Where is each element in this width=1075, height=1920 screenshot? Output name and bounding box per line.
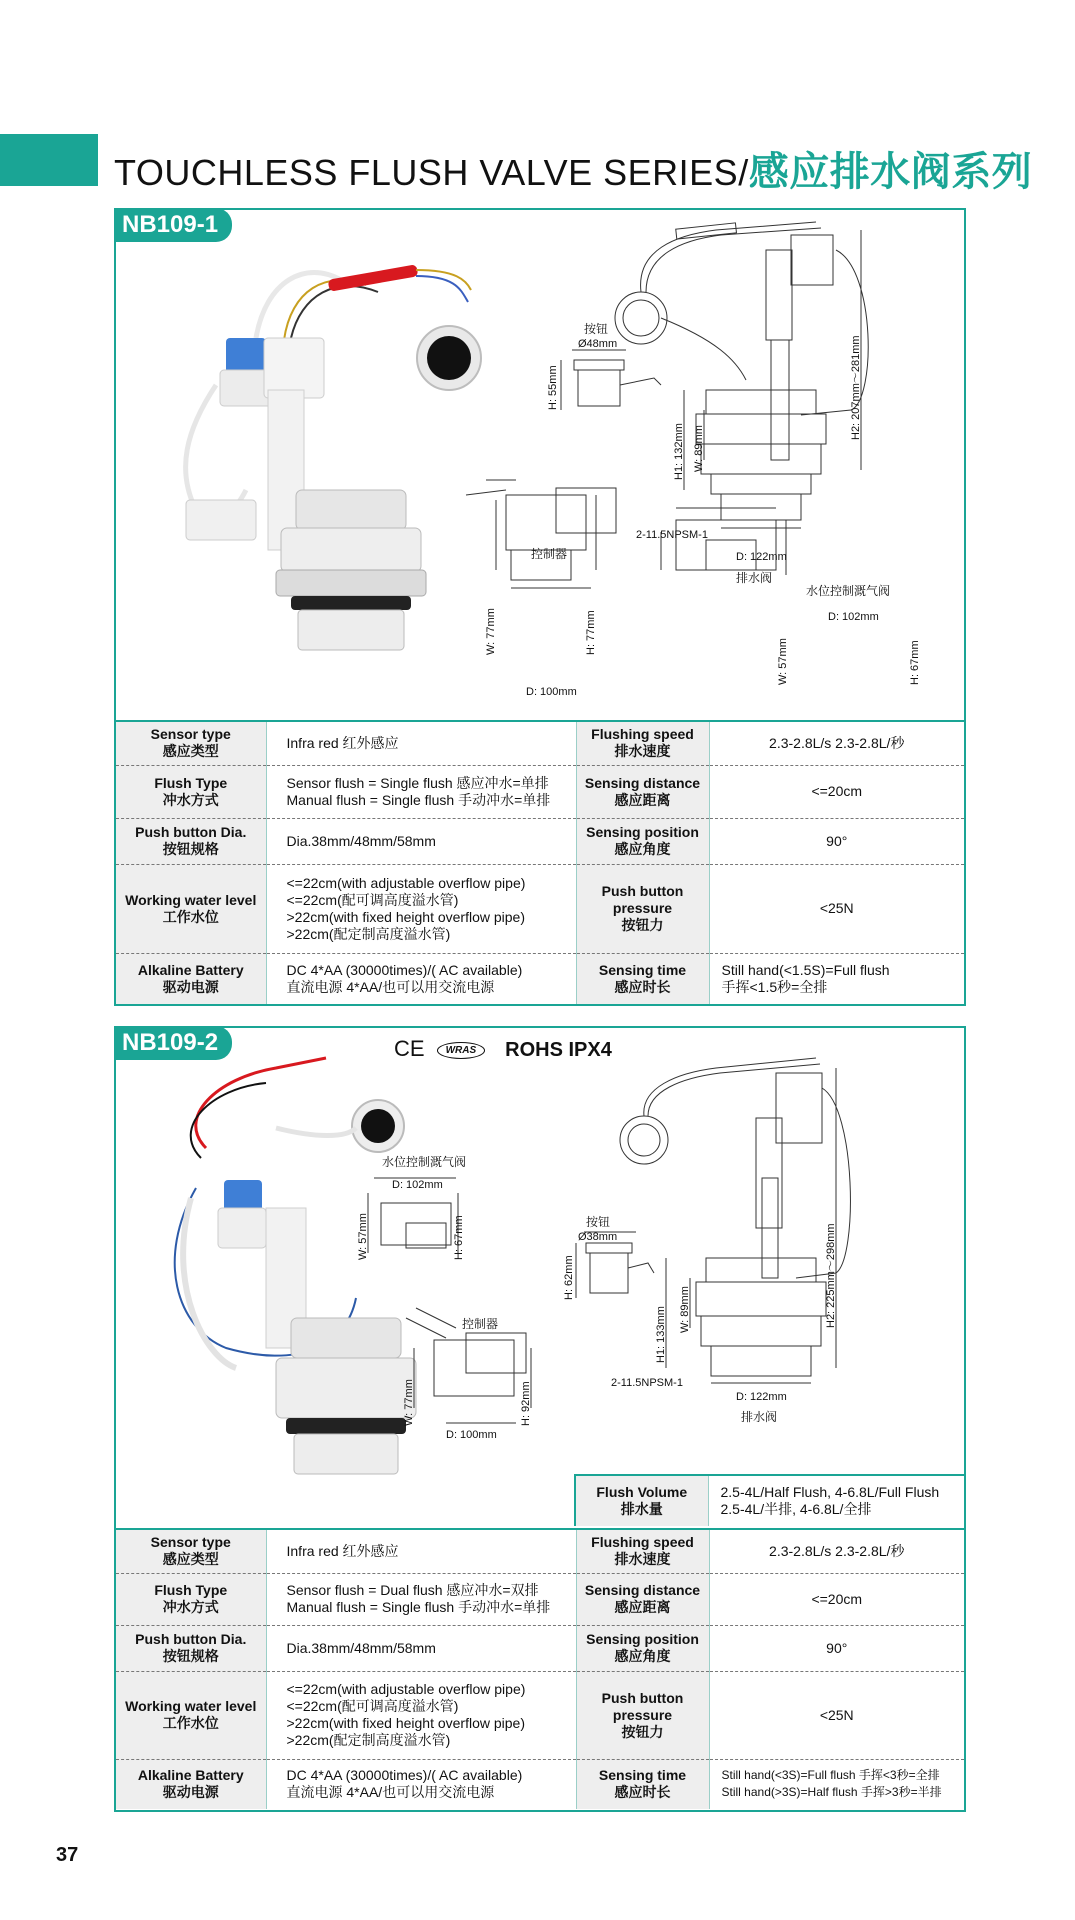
spec-value bbox=[266, 721, 576, 765]
spec-table-2 bbox=[116, 1528, 964, 1809]
spec-label bbox=[116, 1759, 266, 1809]
spec-label bbox=[576, 721, 709, 765]
label-ov-d: D: 102mm bbox=[392, 1179, 443, 1191]
spec-value bbox=[266, 818, 576, 864]
spec-label-text: 感应类型 bbox=[162, 1551, 219, 1568]
label-valve-zh: 排水阀 bbox=[741, 1410, 778, 1424]
spec-label-text: Alkaline Battery bbox=[137, 1767, 244, 1784]
spec-label bbox=[576, 1625, 709, 1671]
spec-value-text: 手挥<1.5秒=全排 bbox=[721, 978, 828, 995]
spec-row bbox=[116, 953, 964, 1004]
spec-value bbox=[709, 865, 964, 954]
spec-value bbox=[266, 865, 576, 954]
label-button-h: H: 62mm bbox=[563, 1255, 575, 1300]
spec-value-text: Infra red 红外感应 bbox=[286, 1542, 399, 1559]
spec-label bbox=[576, 1759, 709, 1809]
spec-value bbox=[709, 721, 964, 765]
spec-value bbox=[709, 765, 964, 818]
spec-label-text: 感应角度 bbox=[614, 841, 671, 858]
label-button-zh: 按钮 bbox=[586, 1215, 611, 1229]
header-accent-bar bbox=[0, 134, 98, 186]
spec-value-text: Dia.38mm/48mm/58mm bbox=[286, 832, 436, 849]
label-overflow-zh: 水位控制溉气阀 bbox=[806, 584, 891, 598]
spec-row bbox=[116, 1529, 964, 1573]
label-ov-h: H: 67mm bbox=[909, 640, 921, 685]
spec-label-text: 按钮规格 bbox=[162, 1648, 219, 1664]
spec-label-text: Flush Type bbox=[154, 1582, 228, 1598]
spec-label-text: 排水速度 bbox=[614, 1551, 671, 1568]
label-valve-zh: 排水阀 bbox=[736, 571, 773, 585]
spec-label bbox=[116, 865, 266, 954]
spec-label-text: 冲水方式 bbox=[162, 1599, 219, 1615]
flush-volume-label-zh: 排水量 bbox=[620, 1501, 663, 1517]
label-ctrl-d: D: 100mm bbox=[526, 686, 577, 698]
label-w: W: 89mm bbox=[679, 1286, 691, 1333]
spec-value-text: 90° bbox=[826, 1639, 848, 1656]
label-button-dia: Ø48mm bbox=[578, 338, 618, 350]
flush-volume-value-line: 2.5-4L/半排, 4-6.8L/全排 bbox=[720, 1501, 872, 1517]
spec-value-text: DC 4*AA (30000times)/( AC available) bbox=[286, 1767, 523, 1784]
spec-label-text: 冲水方式 bbox=[162, 791, 219, 808]
spec-value bbox=[709, 953, 964, 1004]
label-d-valve: D: 122mm bbox=[736, 551, 787, 563]
spec-label bbox=[576, 765, 709, 818]
spec-label-text: Push button pressure bbox=[601, 883, 684, 917]
spec-value bbox=[709, 1759, 964, 1809]
spec-label-text: Alkaline Battery bbox=[137, 961, 244, 978]
spec-row bbox=[116, 765, 964, 818]
spec-value bbox=[709, 1625, 964, 1671]
spec-label bbox=[116, 1671, 266, 1759]
spec-value-text: Infra red 红外感应 bbox=[286, 734, 399, 751]
spec-value bbox=[266, 1759, 576, 1809]
spec-label bbox=[576, 865, 709, 954]
label-ov-w: W: 57mm bbox=[777, 638, 789, 685]
product-diagram bbox=[116, 210, 964, 720]
spec-label bbox=[116, 1625, 266, 1671]
spec-label bbox=[116, 765, 266, 818]
spec-label-text: Flushing speed bbox=[591, 726, 694, 743]
spec-value-text: 直流电源 4*AA/也可以用交流电源 bbox=[286, 1784, 495, 1801]
spec-row bbox=[116, 1573, 964, 1625]
label-ov-d: D: 102mm bbox=[828, 611, 879, 623]
product-photo bbox=[186, 264, 481, 650]
spec-value bbox=[709, 818, 964, 864]
label-button-dia: Ø38mm bbox=[578, 1231, 618, 1243]
page-number: 37 bbox=[56, 1844, 79, 1866]
label-ctrl-h: H: 77mm bbox=[585, 610, 597, 655]
label-thread: 2-11.5NPSM-1 bbox=[636, 529, 708, 541]
spec-label bbox=[576, 818, 709, 864]
spec-label bbox=[116, 1573, 266, 1625]
product-photo bbox=[175, 1058, 416, 1474]
flush-volume-label-en: Flush Volume bbox=[596, 1484, 688, 1500]
ce-mark: CE bbox=[394, 1036, 425, 1061]
flush-volume-label bbox=[575, 1475, 708, 1526]
spec-row bbox=[116, 1759, 964, 1809]
spec-label-text: Sensor type bbox=[150, 726, 231, 743]
flush-volume-value bbox=[708, 1475, 965, 1526]
spec-value bbox=[709, 1573, 964, 1625]
label-w: W: 89mm bbox=[693, 425, 705, 472]
product-diagram bbox=[116, 1028, 964, 1528]
spec-label-text: Flushing speed bbox=[591, 1534, 694, 1551]
spec-value bbox=[709, 1529, 964, 1573]
page-title bbox=[114, 140, 1032, 197]
spec-value-text: <=22cm(with adjustable overflow pipe) bbox=[286, 874, 526, 891]
spec-label-text: Push button Dia. bbox=[135, 1631, 247, 1647]
spec-table-1 bbox=[116, 720, 964, 1004]
spec-value-text: <=22cm(配可调高度溢水管) bbox=[286, 891, 459, 908]
spec-label-text: Working water level bbox=[125, 891, 257, 908]
label-h1: H1: 133mm bbox=[655, 1306, 667, 1363]
label-h1: H1: 132mm bbox=[673, 423, 685, 480]
spec-label bbox=[576, 1529, 709, 1573]
spec-value-text: Manual flush = Single flush 手动冲水=单排 bbox=[286, 1599, 551, 1615]
spec-label-text: Sensing time bbox=[598, 1767, 687, 1784]
spec-label-text: Sensing position bbox=[586, 1631, 699, 1647]
flush-volume-value-line: 2.5-4L/Half Flush, 4-6.8L/Full Flush bbox=[720, 1484, 940, 1500]
label-button-zh: 按钮 bbox=[584, 322, 609, 336]
product-section-nb109-2 bbox=[114, 1026, 966, 1812]
flush-volume-row bbox=[574, 1474, 966, 1526]
spec-value-text: DC 4*AA (30000times)/( AC available) bbox=[286, 961, 523, 978]
spec-value-text: 2.3-2.8L/s 2.3-2.8L/秒 bbox=[769, 1542, 905, 1559]
spec-label-text: Sensor type bbox=[150, 1534, 231, 1551]
spec-label bbox=[576, 1573, 709, 1625]
spec-label-text: 排水速度 bbox=[614, 743, 671, 760]
spec-value bbox=[709, 1671, 964, 1759]
dimension-labels bbox=[357, 1154, 837, 1441]
spec-row bbox=[116, 1625, 964, 1671]
spec-value-text: Still hand(<3S)=Full flush 手挥<3秒=全排 bbox=[721, 1768, 940, 1783]
spec-value bbox=[266, 1573, 576, 1625]
spec-value-text: <=20cm bbox=[811, 783, 863, 800]
spec-value-text: Still hand(>3S)=Half flush 手挥>3秒=半排 bbox=[721, 1785, 942, 1800]
spec-label-text: 感应类型 bbox=[162, 743, 219, 760]
spec-label-text: 按钮力 bbox=[621, 1723, 664, 1740]
spec-row bbox=[116, 721, 964, 765]
spec-label-text: 工作水位 bbox=[162, 908, 219, 925]
dimension-labels bbox=[485, 321, 921, 698]
spec-value-text: >22cm(配定制高度溢水管) bbox=[286, 925, 451, 942]
spec-value-text: >22cm(with fixed height overflow pipe) bbox=[286, 908, 526, 925]
label-h2: H2: 207mm～281mm bbox=[850, 335, 862, 440]
spec-value-text: 直流电源 4*AA/也可以用交流电源 bbox=[286, 978, 495, 995]
spec-value bbox=[266, 1625, 576, 1671]
spec-value-text: Still hand(<1.5S)=Full flush bbox=[721, 961, 890, 978]
spec-label-text: 按钮力 bbox=[621, 917, 664, 934]
spec-row bbox=[116, 818, 964, 864]
page-title-zh: 感应排水阀系列 bbox=[748, 150, 1033, 194]
spec-label-text: 驱动电源 bbox=[162, 1784, 219, 1801]
spec-value-text: <25N bbox=[819, 900, 854, 917]
label-ctrl-w: W: 77mm bbox=[485, 608, 497, 655]
spec-value-text: Sensor flush = Single flush 感应冲水=单排 bbox=[286, 774, 549, 791]
spec-label-text: Push button Dia. bbox=[135, 824, 247, 841]
spec-value-text: Manual flush = Single flush 手动冲水=单排 bbox=[286, 791, 551, 808]
page-title-en: TOUCHLESS FLUSH VALVE SERIES/ bbox=[114, 152, 749, 193]
spec-label-text: 感应距离 bbox=[614, 1599, 671, 1615]
spec-label-text: 按钮规格 bbox=[162, 841, 219, 858]
spec-value-text: >22cm(配定制高度溢水管) bbox=[286, 1732, 451, 1748]
spec-value bbox=[266, 1671, 576, 1759]
spec-label-text: Push button pressure bbox=[601, 1689, 684, 1723]
spec-row bbox=[116, 865, 964, 954]
spec-label bbox=[116, 1529, 266, 1573]
spec-label bbox=[116, 721, 266, 765]
label-overflow-zh: 水位控制溉气阀 bbox=[382, 1155, 467, 1169]
spec-row bbox=[116, 1671, 964, 1759]
spec-label-text: Sensing position bbox=[586, 824, 699, 841]
rohs-ipx4-label: ROHS IPX4 bbox=[505, 1039, 612, 1061]
label-d-valve: D: 122mm bbox=[736, 1391, 787, 1403]
spec-label bbox=[576, 1671, 709, 1759]
model-tag: NB109-1 bbox=[114, 208, 232, 242]
spec-value-text: Sensor flush = Dual flush 感应冲水=双排 bbox=[286, 1582, 539, 1598]
spec-value-text: 2.3-2.8L/s 2.3-2.8L/秒 bbox=[769, 734, 905, 751]
spec-value-text: 90° bbox=[826, 832, 848, 849]
label-thread: 2-11.5NPSM-1 bbox=[611, 1377, 683, 1389]
label-controller-zh: 控制器 bbox=[531, 547, 568, 561]
model-tag: NB109-2 bbox=[114, 1026, 232, 1060]
spec-value-text: <=22cm(配可调高度溢水管) bbox=[286, 1698, 459, 1714]
label-ctrl-d: D: 100mm bbox=[446, 1429, 497, 1441]
product-section-nb109-1 bbox=[114, 208, 966, 1006]
label-ov-w: W: 57mm bbox=[357, 1213, 369, 1260]
spec-label-text: Sensing distance bbox=[584, 1582, 701, 1598]
label-h2: H2: 225mm～298mm bbox=[825, 1223, 837, 1328]
spec-value bbox=[266, 765, 576, 818]
spec-value-text: <25N bbox=[819, 1706, 854, 1723]
wras-mark: WRAS bbox=[437, 1042, 486, 1059]
spec-value bbox=[266, 1529, 576, 1573]
spec-value-text: Dia.38mm/48mm/58mm bbox=[286, 1639, 436, 1656]
spec-label-text: 感应时长 bbox=[614, 978, 671, 995]
spec-value-text: <=20cm bbox=[811, 1590, 863, 1607]
label-controller-zh: 控制器 bbox=[462, 1317, 499, 1331]
label-ctrl-h: H: 92mm bbox=[520, 1381, 532, 1426]
spec-label bbox=[576, 953, 709, 1004]
spec-label-text: 感应角度 bbox=[614, 1648, 671, 1664]
spec-label-text: Sensing time bbox=[598, 961, 687, 978]
spec-label-text: Working water level bbox=[125, 1698, 257, 1714]
spec-value-text: >22cm(with fixed height overflow pipe) bbox=[286, 1715, 526, 1731]
spec-label-text: Flush Type bbox=[154, 774, 228, 791]
spec-value bbox=[266, 953, 576, 1004]
spec-label-text: 驱动电源 bbox=[162, 978, 219, 995]
spec-label-text: 感应时长 bbox=[614, 1784, 671, 1801]
label-button-h: H: 55mm bbox=[547, 365, 559, 410]
label-ctrl-w: W: 77mm bbox=[403, 1379, 415, 1426]
spec-value-text: <=22cm(with adjustable overflow pipe) bbox=[286, 1681, 526, 1697]
spec-label-text: 感应距离 bbox=[614, 791, 671, 808]
spec-label-text: Sensing distance bbox=[584, 774, 701, 791]
label-ov-h: H: 67mm bbox=[453, 1215, 465, 1260]
spec-label-text: 工作水位 bbox=[162, 1715, 219, 1731]
spec-label bbox=[116, 953, 266, 1004]
spec-label bbox=[116, 818, 266, 864]
